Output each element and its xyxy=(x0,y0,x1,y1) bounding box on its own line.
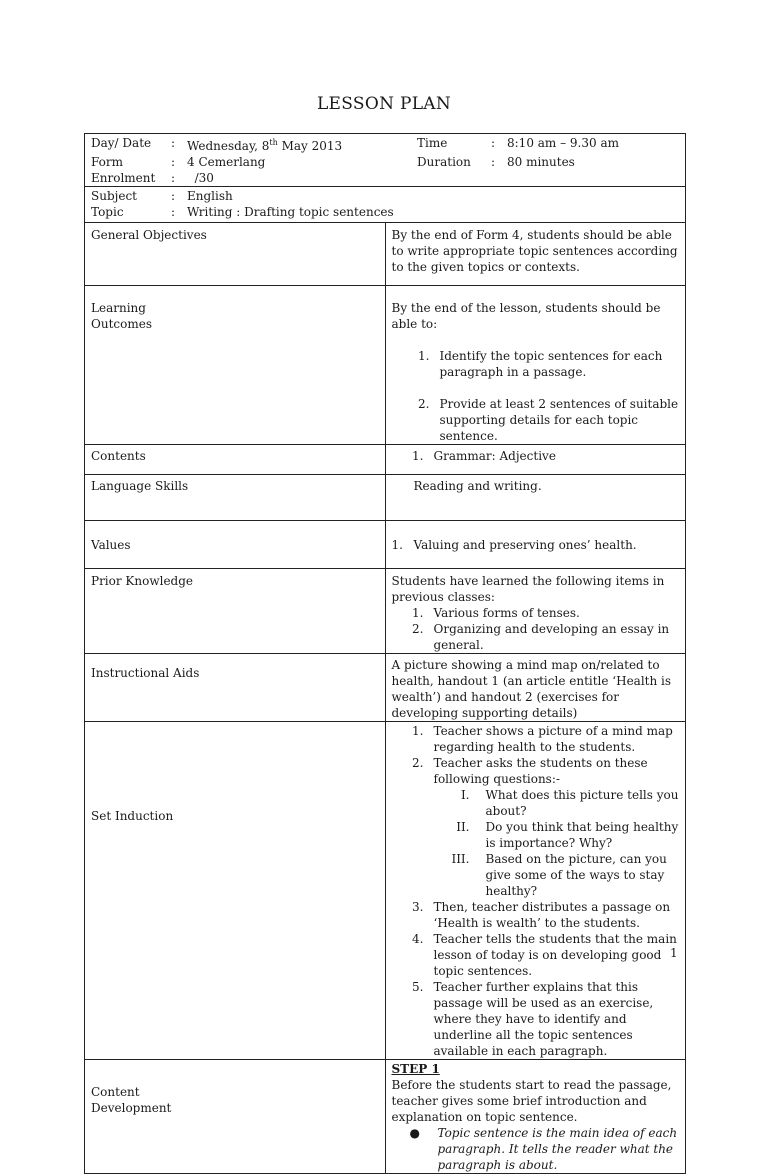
content-development-label: Content Development xyxy=(91,1085,172,1115)
list-item: 1. Teacher shows a picture of a mind map regarding health to the students. xyxy=(412,724,673,754)
contents-cell xyxy=(385,445,686,475)
prior-knowledge-cell xyxy=(385,569,686,654)
topic-label: Topic xyxy=(91,205,124,219)
instructional-aids-label: Instructional Aids xyxy=(91,666,200,680)
language-skills-label: Language Skills xyxy=(91,479,189,493)
colon: : xyxy=(171,136,176,150)
header-cell xyxy=(85,134,686,187)
list-item: II. Do you think that being healthy is importance? Why? xyxy=(456,820,679,850)
form-label: Form xyxy=(91,155,124,169)
colon: : xyxy=(491,136,496,150)
list-item: 2. Provide at least 2 sentences of suitable supporting details for each topic sentence. xyxy=(418,397,679,443)
colon: : xyxy=(171,171,176,185)
values-label: Values xyxy=(91,538,131,552)
step-heading: STEP 1 xyxy=(391,1062,440,1076)
list-item: I. What does this picture tells you about? xyxy=(460,788,679,818)
bullet-icon: ● xyxy=(409,1126,420,1140)
language-skills-cell xyxy=(385,475,686,521)
colon: : xyxy=(171,189,176,203)
learning-outcomes-cell xyxy=(385,286,686,445)
list-item: 1. Valuing and preserving ones’ health. xyxy=(391,538,637,552)
day-value: Wednesday, 8th May 2013 xyxy=(187,138,343,153)
general-objectives-text: By the end of Form 4, students should be able to write appropriate topic sentences according to the given topics or contexts. xyxy=(391,228,678,274)
form-value: 4 Cemerlang xyxy=(187,155,266,169)
list-item: 2. Organizing and developing an essay in general. xyxy=(412,622,670,652)
content-development-label-cell xyxy=(85,1060,386,1174)
set-induction-label-cell xyxy=(85,722,386,1060)
learning-outcomes-label-cell xyxy=(85,286,386,445)
contents-label: Contents xyxy=(91,449,146,463)
colon: : xyxy=(171,155,176,169)
contents-list xyxy=(392,445,682,464)
topic-value: Writing : Drafting topic sentences xyxy=(187,205,394,219)
enrolment-value: /30 xyxy=(187,171,214,185)
content-development-cell xyxy=(385,1060,686,1174)
values-label-cell xyxy=(85,521,386,569)
set-induction-list xyxy=(392,722,682,787)
list-item: III. Based on the picture, can you give some of the ways to stay healthy? xyxy=(451,852,667,898)
enrolment-label: Enrolment xyxy=(91,171,156,185)
list-item: 4. Teacher tells the students that the main lesson of today is on developing good topic sentences. xyxy=(412,932,677,978)
instructional-aids-text: A picture showing a mind map on/related to health, handout 1 (an article entitle ‘Health is wealth’) and handout 2 (exercises for developing supporting details) xyxy=(391,658,672,720)
list-item: 1. Grammar: Adjective xyxy=(412,449,556,463)
subject-cell xyxy=(85,187,686,223)
set-induction-list-cont xyxy=(392,899,682,1059)
contents-label-cell xyxy=(85,445,386,475)
colon: : xyxy=(171,205,176,219)
subject-grid xyxy=(85,187,685,220)
prior-knowledge-intro: Students have learned the following items in previous classes: xyxy=(391,574,665,604)
learning-outcomes-label: Learning Outcomes xyxy=(91,301,152,331)
subject-value: English xyxy=(187,189,233,203)
duration-value: 80 minutes xyxy=(507,155,575,169)
set-induction-label: Set Induction xyxy=(91,809,174,823)
list-item: 5. Teacher further explains that this passage will be used as an exercise, where they have to identify and underline all the topic sentences available in each paragraph. xyxy=(412,980,654,1058)
prior-knowledge-label-cell xyxy=(85,569,386,654)
values-cell xyxy=(385,521,686,569)
duration-label: Duration xyxy=(417,155,471,169)
time-value: 8:10 am – 9.30 am xyxy=(507,136,619,150)
instructional-aids-label-cell xyxy=(85,654,386,722)
instructional-aids-cell xyxy=(385,654,686,722)
prior-knowledge-list xyxy=(392,605,682,653)
general-objectives-label: General Objectives xyxy=(91,228,207,242)
learning-outcomes-list xyxy=(392,348,682,444)
learning-outcomes-intro: By the end of the lesson, students should be able to: xyxy=(391,301,661,331)
time-label: Time xyxy=(417,136,448,150)
list-item: 3. Then, teacher distributes a passage on ‘Health is wealth’ to the students. xyxy=(412,900,671,930)
general-objectives-label-cell xyxy=(85,223,386,286)
values-list xyxy=(392,521,682,553)
page-number: 1 xyxy=(670,946,678,960)
list-item: 1. Various forms of tenses. xyxy=(412,606,580,620)
page-title: LESSON PLAN xyxy=(316,94,452,114)
subject-label: Subject xyxy=(91,189,137,203)
prior-knowledge-label: Prior Knowledge xyxy=(91,574,194,588)
colon: : xyxy=(491,155,496,169)
language-skills-text: Reading and writing. xyxy=(413,479,542,493)
day-label: Day/ Date xyxy=(91,136,152,150)
question-list xyxy=(392,787,682,899)
general-objectives-cell xyxy=(385,223,686,286)
list-item: 1. Identify the topic sentences for each paragraph in a passage. xyxy=(418,349,663,379)
header-grid xyxy=(85,134,685,186)
list-item: 2. Teacher asks the students on these following questions:- xyxy=(412,756,648,786)
bullet-item: ● Topic sentence is the main idea of each paragraph. It tells the reader what the paragraph is about. xyxy=(409,1126,678,1172)
content-development-text: Before the students start to read the passage, teacher gives some brief introduction and explanation on topic sentence. xyxy=(391,1078,672,1124)
language-skills-label-cell xyxy=(85,475,386,521)
set-induction-cell xyxy=(385,722,686,1060)
lesson-plan-table xyxy=(84,133,686,1174)
